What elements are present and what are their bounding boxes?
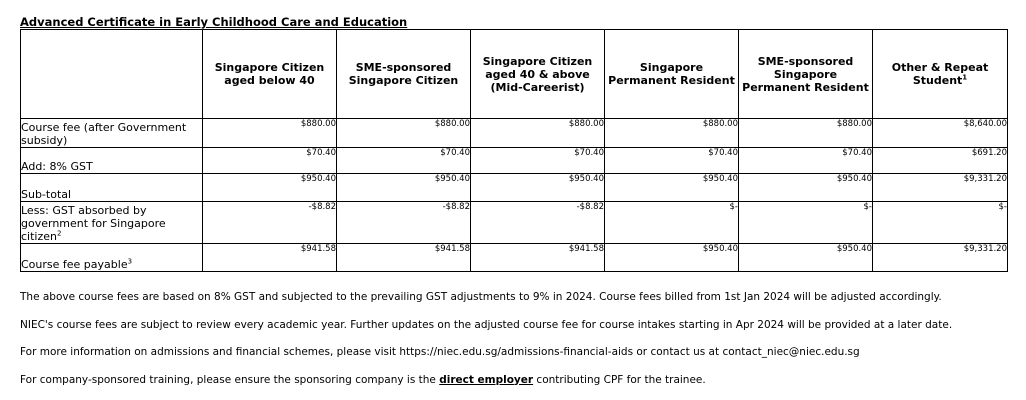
fee-review-note: NIEC's course fees are subject to review every academic year. Further updates on the adjusted course fee for course intakes starting in Apr 2024 will be provided at a later date. xyxy=(20,318,953,331)
table-cell: $950.40 xyxy=(739,174,873,202)
table-cell: $950.40 xyxy=(203,174,337,202)
table-cell: $950.40 xyxy=(605,244,739,272)
table-cell: $691.20 xyxy=(873,148,1008,174)
column-header: Singapore Permanent Resident xyxy=(605,30,739,119)
table-cell: -$8.82 xyxy=(203,202,337,244)
table-cell: $880.00 xyxy=(605,119,739,148)
row-label: Course fee payable$^3$ xyxy=(21,244,203,272)
table-cell: $70.40 xyxy=(605,148,739,174)
table-cell: $941.58 xyxy=(337,244,471,272)
page-title: Advanced Certificate in Early Childhood Care and Education xyxy=(20,15,408,29)
table-cell: $- xyxy=(605,202,739,244)
table-cell: -$8.82 xyxy=(471,202,605,244)
table-cell: $70.40 xyxy=(337,148,471,174)
gst-note: The above course fees are based on 8% GST and subjected to the prevailing GST adjustments to 9% in 2024. Course fees billed from 1st Jan 2024 will be adjusted accordingly. xyxy=(20,291,942,303)
table-cell: $950.40 xyxy=(739,244,873,272)
header-corner-cell xyxy=(21,30,203,119)
table-cell: $880.00 xyxy=(471,119,605,148)
table-cell: $- xyxy=(739,202,873,244)
table-cell: $880.00 xyxy=(337,119,471,148)
table-cell: $70.40 xyxy=(739,148,873,174)
row-label: Sub-total xyxy=(21,174,203,202)
direct-employer-emphasis: direct employer xyxy=(439,373,534,386)
column-header: SME-sponsored Singapore Citizen xyxy=(337,30,471,119)
table-cell: $9,331.20 xyxy=(873,244,1008,272)
table-row xyxy=(21,174,1008,202)
table-cell: $9,331.20 xyxy=(873,174,1008,202)
table-row xyxy=(21,202,1008,244)
footnote-marker: 2 xyxy=(57,229,62,238)
fee-table xyxy=(20,29,1008,272)
column-header: Other & Repeat Student$^1$ xyxy=(873,30,1008,119)
table-cell: $880.00 xyxy=(739,119,873,148)
table-cell: $950.40 xyxy=(605,174,739,202)
table-row xyxy=(21,244,1008,272)
column-header: Singapore Citizen aged below 40 xyxy=(203,30,337,119)
table-cell: $941.58 xyxy=(471,244,605,272)
table-row xyxy=(21,148,1008,174)
row-label: Course fee (after Government subsidy) xyxy=(21,119,203,148)
column-header: SME-sponsored Singapore Permanent Resident xyxy=(739,30,873,119)
company-sponsor-note: For company-sponsored training, please ensure the sponsoring company is the direct employer contributing CPF for the trainee. xyxy=(20,373,706,386)
table-cell: $- xyxy=(873,202,1008,244)
table-cell: $950.40 xyxy=(337,174,471,202)
table-cell: $880.00 xyxy=(203,119,337,148)
footnote-marker: 1 xyxy=(962,73,968,82)
notes-section xyxy=(20,290,952,400)
header-row xyxy=(21,30,1008,119)
table-cell: $941.58 xyxy=(203,244,337,272)
table-cell: $70.40 xyxy=(203,148,337,174)
table-row xyxy=(21,119,1008,148)
table-cell: $950.40 xyxy=(471,174,605,202)
contact-note: For more information on admissions and financial schemes, please visit https://niec.edu.sg/admissions-financial-aids or contact us at contact_niec@niec.edu.sg xyxy=(20,346,860,358)
table-cell: -$8.82 xyxy=(337,202,471,244)
table-cell: $70.40 xyxy=(471,148,605,174)
row-label: Less: GST absorbed by government for Singapore citizen$^2$ xyxy=(21,202,203,244)
footnote-marker: 3 xyxy=(127,257,133,266)
column-header: Singapore Citizen aged 40 & above (Mid-Careerist) xyxy=(471,30,605,119)
row-label: Add: 8% GST xyxy=(21,148,203,174)
table-cell: $8,640.00 xyxy=(873,119,1008,148)
